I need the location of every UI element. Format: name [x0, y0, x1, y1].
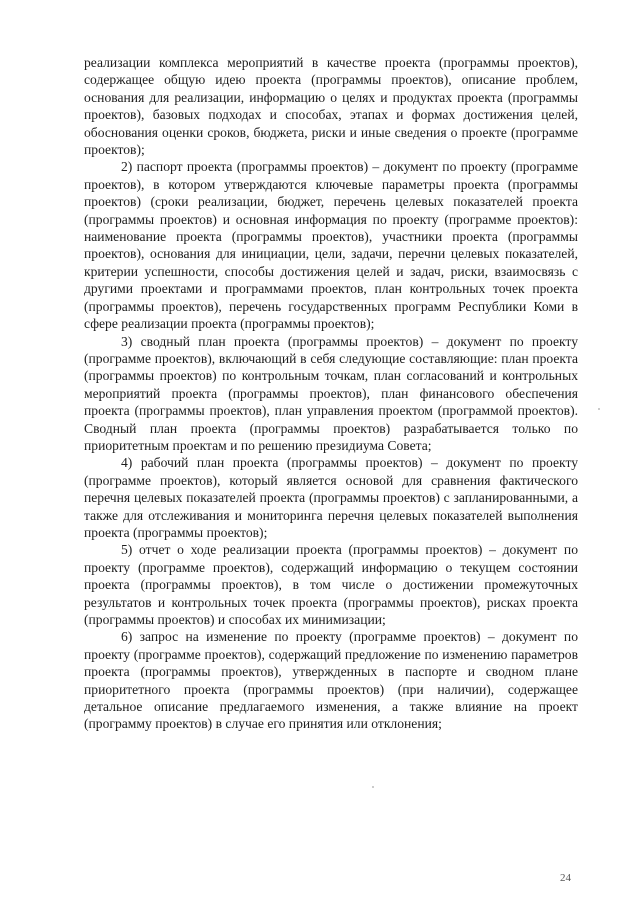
- paragraph-item-5: 5) отчет о ходе реализации проекта (программы проектов) – документ по проекту (программе проектов), содержащий информацию о текущем состоянии проекта (программы проектов), в том числе о достижении промежуточных результатов и контрольных точек проекта (программы проектов), рисках проекта (программы проектов) и способах их минимизации;: [84, 542, 578, 627]
- scan-speck: [372, 786, 374, 788]
- paragraph-item-2: 2) паспорт проекта (программы проектов) – документ по проекту (программе проектов), в котором утверждаются ключевые параметры проекта (программы проектов) (сроки реализации, бюджет, перечень целевых показателей проекта (программы проектов) и основная информация по проекту (программе проектов): наименование проекта (программы проектов), участники проекта (программы проектов), основания для инициации, цели, задачи, перечни целевых показателей, критерии успешности, способы достижения целей и задач, риски, взаимосвязь с другими проектами и программами проектов, план контрольных точек проекта (программы проектов), перечень государственных программ Республики Коми в сфере реализации проекта (программы проектов);: [84, 159, 578, 332]
- scan-speck: [598, 408, 600, 410]
- paragraph-item-6: 6) запрос на изменение по проекту (программе проектов) – документ по проекту (программе проектов), содержащий предложение по изменению параметров проекта (программы проектов), утвержденных в паспорте и сводном плане приоритетного проекта (программы проектов) (при наличии), содержащее детальное описание предлагаемого изменения, а также влияние на проект (программу проектов) в случае его принятия или отклонения;: [84, 629, 578, 732]
- page-number: 24: [560, 872, 571, 884]
- paragraph-continuation: реализации комплекса мероприятий в качестве проекта (программы проектов), содержащее общую идею проекта (программы проектов), описание проблем, основания для реализации, информацию о целях и продуктах проекта (программы проектов), базовых подходах и способах, этапах и формах достижения целей, обоснования оценки сроков, бюджета, риски и иные сведения о проекте (программе проектов);: [84, 55, 578, 158]
- paragraph-item-3: 3) сводный план проекта (программы проектов) – документ по проекту (программе проектов), включающий в себя следующие составляющие: план проекта (программы проектов) по контрольным точкам, план согласований и контрольных мероприятий проекта (программы проектов), план финансового обеспечения проекта (программы проектов), план управления проектом (программой проектов). Сводный план проекта (программы проектов) разрабатывается только по приоритетным проектам и по решению президиума Совета;: [84, 333, 578, 453]
- document-body: [84, 54, 578, 733]
- paragraph-item-4: 4) рабочий план проекта (программы проектов) – документ по проекту (программе проектов), который является основой для сравнения фактического перечня целевых показателей проекта (программы проектов) с запланированными, а также для отслеживания и мониторинга перечня целевых показателей выполнения проекта (программы проектов);: [84, 455, 578, 540]
